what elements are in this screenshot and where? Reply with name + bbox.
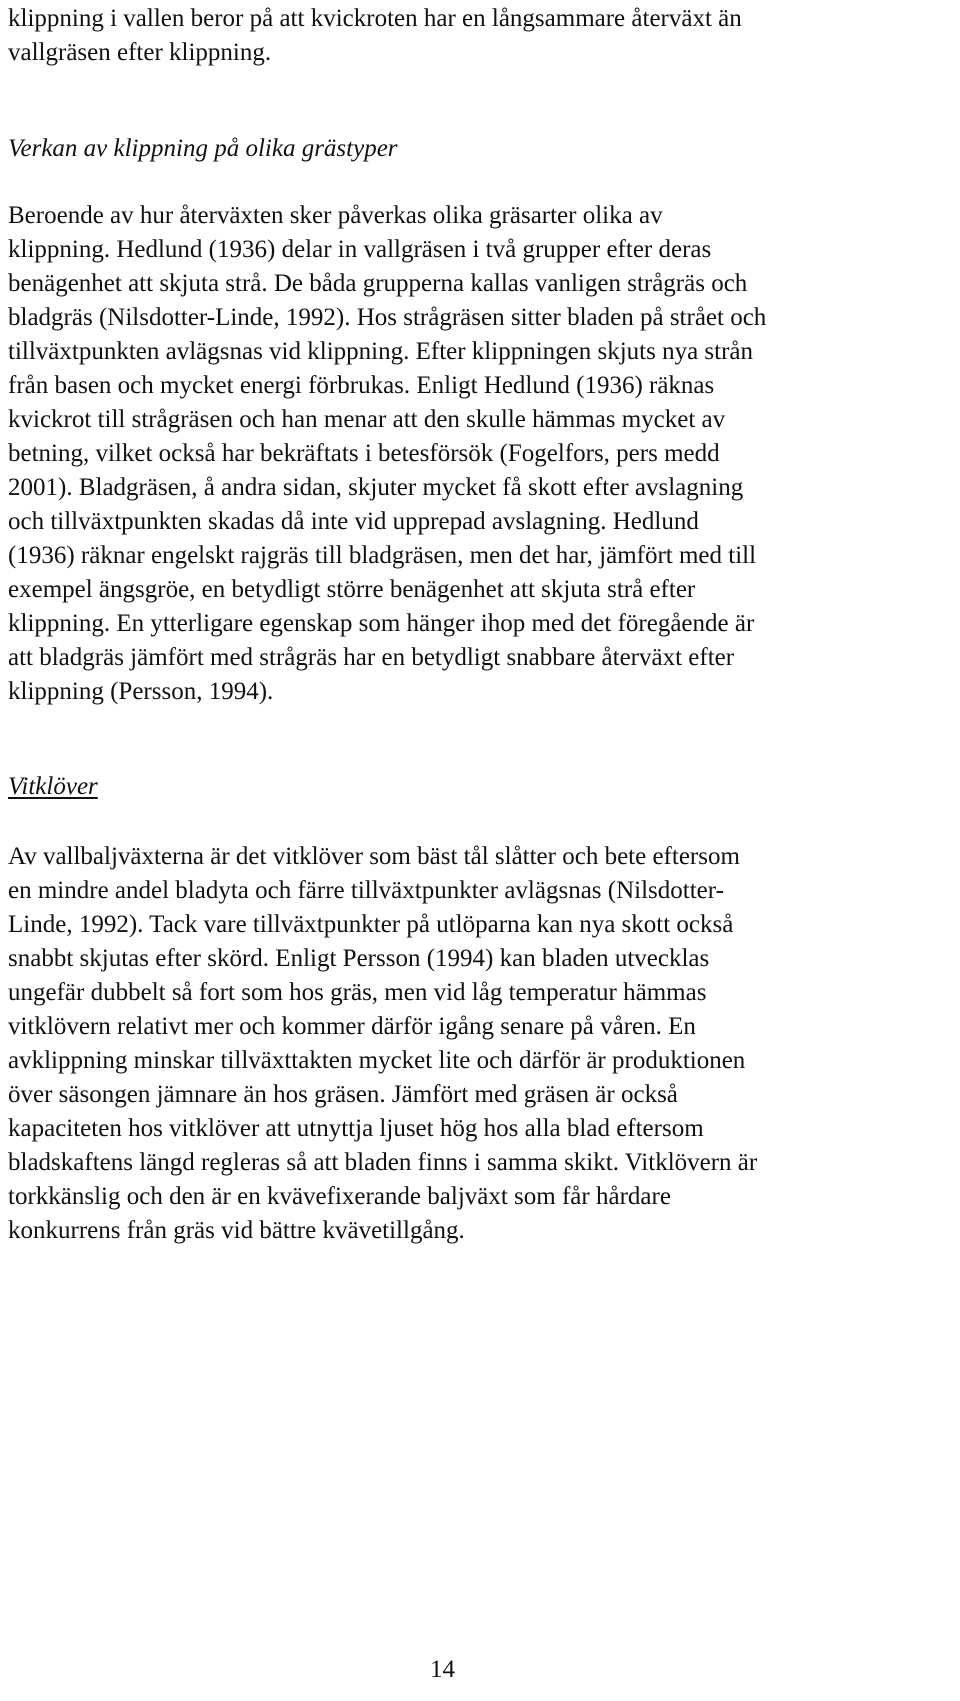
body-line: exempel ängsgröe, en betydligt större benägenhet att skjuta strå efter (8, 576, 696, 603)
body-line: torkkänslig och den är en kvävefixerande baljväxt som får hårdare (8, 1183, 671, 1210)
body-line: bladskaftens längd regleras så att bladen finns i samma skikt. Vitklövern är (8, 1149, 758, 1176)
body-line: snabbt skjutas efter skörd. Enligt Persson (1994) kan bladen utvecklas (8, 945, 710, 972)
body-line: över säsongen jämnare än hos gräsen. Jämfört med gräsen är också (8, 1081, 678, 1108)
section-heading-klippning: Verkan av klippning på olika grästyper (8, 135, 398, 162)
body-line: Linde, 1992). Tack vare tillväxtpunkter på utlöparna kan nya skott också (8, 911, 734, 938)
body-line: klippning. En ytterligare egenskap som hänger ihop med det föregående är (8, 610, 755, 637)
body-line: tillväxtpunkten avlägsnas vid klippning. Efter klippningen skjuts nya strån (8, 338, 754, 365)
body-line: en mindre andel bladyta och färre tillväxtpunkter avlägsnas (Nilsdotter- (8, 877, 724, 904)
page-number: 14 (430, 1656, 455, 1683)
intro-line: klippning i vallen beror på att kvickroten har en långsammare återväxt än (8, 5, 742, 32)
body-line: ungefär dubbelt så fort som hos gräs, men vid låg temperatur hämmas (8, 979, 707, 1006)
intro-line: vallgräsen efter klippning. (8, 39, 272, 66)
body-line: konkurrens från gräs vid bättre kvävetillgång. (8, 1217, 465, 1244)
body-line: och tillväxtpunkten skadas då inte vid upprepad avslagning. Hedlund (8, 508, 699, 535)
body-line: klippning (Persson, 1994). (8, 678, 274, 705)
body-line: kapaciteten hos vitklöver att utnyttja ljuset hög hos alla blad eftersom (8, 1115, 704, 1142)
body-line: bladgräs (Nilsdotter-Linde, 1992). Hos strågräsen sitter bladen på strået och (8, 304, 767, 331)
body-line: benägenhet att skjuta strå. De båda grupperna kallas vanligen strågräs och (8, 270, 748, 297)
body-line: 2001). Bladgräsen, å andra sidan, skjuter mycket få skott efter avslagning (8, 474, 744, 501)
body-line: från basen och mycket energi förbrukas. Enligt Hedlund (1936) räknas (8, 372, 715, 399)
body-line: att bladgräs jämfört med strågräs har en betydligt snabbare återväxt efter (8, 644, 735, 671)
body-line: klippning. Hedlund (1936) delar in vallgräsen i två grupper efter deras (8, 236, 712, 263)
body-line: Beroende av hur återväxten sker påverkas olika gräsarter olika av (8, 202, 663, 229)
body-line: (1936) räknar engelskt rajgräs till bladgräsen, men det har, jämfört med till (8, 542, 757, 569)
body-line: betning, vilket också har bekräftats i betesförsök (Fogelfors, pers medd (8, 440, 720, 467)
body-line: Av vallbaljväxterna är det vitklöver som bäst tål slåtter och bete eftersom (8, 843, 740, 870)
body-line: avklippning minskar tillväxttakten mycket lite och därför är produktionen (8, 1047, 746, 1074)
body-line: vitklövern relativt mer och kommer därför igång senare på våren. En (8, 1013, 696, 1040)
section-heading-vitklover: Vitklöver (8, 773, 98, 800)
body-line: kvickrot till strågräsen och han menar att den skulle hämmas mycket av (8, 406, 726, 433)
